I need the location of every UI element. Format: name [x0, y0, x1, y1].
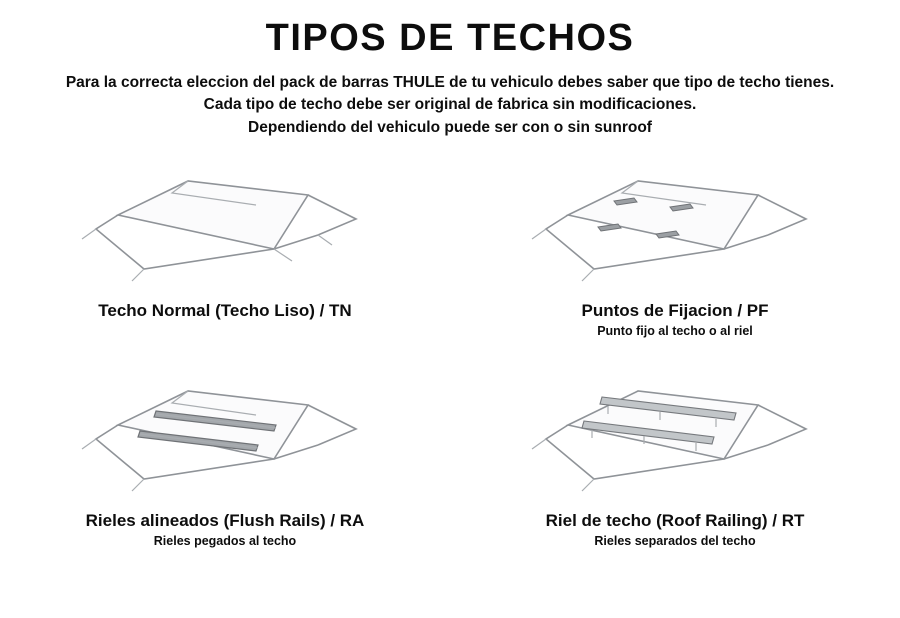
car-roof-flush-rails-icon — [60, 367, 390, 507]
roof-type-note-pf: Punto fijo al techo o al riel — [597, 324, 753, 339]
roof-type-caption-ra: Rieles alineados (Flush Rails) / RA — [85, 511, 365, 531]
car-roof-raised-railing-icon — [510, 367, 840, 507]
roof-type-caption-tn: Techo Normal (Techo Liso) / TN — [98, 301, 352, 321]
roof-types-grid — [0, 157, 900, 577]
car-roof-fixed-points-icon — [510, 157, 840, 297]
roof-type-card-pf — [450, 157, 900, 367]
subtitle-line-1: Para la correcta eleccion del pack de barras THULE de tu vehiculo debes saber que tipo de techo tienes. — [65, 73, 835, 91]
roof-type-card-tn — [0, 157, 450, 367]
roof-type-card-rt — [450, 367, 900, 577]
roof-type-note-ra: Rieles pegados al techo — [153, 534, 297, 549]
page-title: TIPOS DE TECHOS — [265, 17, 635, 59]
roof-type-note-rt: Rieles separados del techo — [594, 534, 756, 549]
roof-type-caption-rt: Riel de techo (Roof Railing) / RT — [545, 511, 805, 531]
subtitle-block — [0, 72, 900, 139]
tipos-de-techos-infographic — [0, 18, 900, 618]
car-roof-plain-icon — [60, 157, 390, 297]
subtitle-line-2: Cada tipo de techo debe ser original de fabrica sin modificaciones. — [203, 96, 697, 114]
subtitle-line-3: Dependiendo del vehiculo puede ser con o sin sunroof — [248, 118, 652, 136]
roof-type-caption-pf: Puntos de Fijacion / PF — [581, 301, 769, 321]
roof-type-card-ra — [0, 367, 450, 577]
